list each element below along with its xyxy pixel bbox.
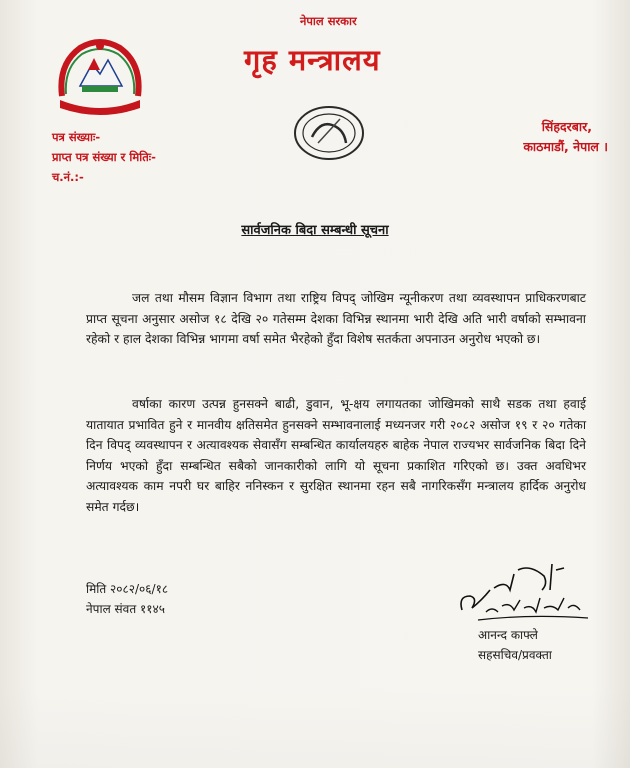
signatory-designation: सहसचिव/प्रवक्ता (478, 648, 552, 662)
handwritten-signature (448, 560, 598, 630)
page-bottom-area (0, 690, 630, 768)
notice-paragraph-1 (86, 288, 586, 350)
received-letter-label: प्राप्त पत्र संख्या र मितिः- (52, 150, 156, 164)
paragraph-1-text: जल तथा मौसम विज्ञान विभाग तथा राष्ट्रिय विपद् जोखिम न्यूनीकरण तथा व्यवस्थापन प्राधिकरणबाट प्राप्त सूचना अनुसार असोज १८ देखि २० गतेसम्म देशका विभिन्न स्थानमा भारी देखि अति भारी वर्षाको सम्भावना रहेको र हाल देशका विभिन्न भागमा वर्षा समेत भैरहेको हुँदा विशेष सतर्कता अपनाउन अनुरोध भएको छ। (86, 291, 586, 347)
letter-number-label: पत्र संख्याः- (52, 130, 101, 144)
official-stamp-icon (290, 103, 368, 163)
nepal-emblem-icon (52, 34, 148, 118)
date-line: मिति २०८२/०६/१८ (86, 582, 169, 596)
location-line-1: सिंहदरबार, (541, 119, 592, 134)
notice-title: सार्वजनिक बिदा सम्बन्धी सूचना (241, 223, 389, 238)
location-line-2: काठमाडौं, नेपाल । (523, 139, 608, 154)
ministry-name: गृह मन्त्रालय (244, 43, 381, 77)
dispatch-number-label: च.नं.:- (52, 170, 84, 184)
notice-paragraph-2 (86, 394, 586, 518)
government-name: नेपाल सरकार (300, 14, 357, 28)
signatory-name: आनन्द काफ्ले (478, 628, 538, 642)
paragraph-2-text: वर्षाका कारण उत्पन्न हुनसक्ने बाढी, डुवान, भू-क्षय लगायतका जोखिमको साथै सडक तथा हवाई यातायात प्रभावित हुने र मानवीय क्षतिसमेत हुनसक्ने सम्भावनालाई मध्यनजर गरी २०८२ असोज १९ र २० गतेका दिन विपद् व्यवस्थापन र अत्यावश्यक सेवासँग सम्बन्धित कार्यालयहरु बाहेक नेपाल राज्यभर सार्वजनिक बिदा दिने निर्णय भएको हुँदा सम्बन्धित सबैको जानकारीको लागि यो सूचना प्रकाशित गरिएको छ। उक्त अवधिभर अत्यावश्यक काम नपरी घर बाहिर ननिस्कन र सुरक्षित स्थानमा रहन सबै नागरिकसँग मन्त्रालय हार्दिक अनुरोध समेत गर्दछ। (86, 397, 586, 514)
nepal-sambat-line: नेपाल संवत ११४५ (86, 602, 165, 616)
